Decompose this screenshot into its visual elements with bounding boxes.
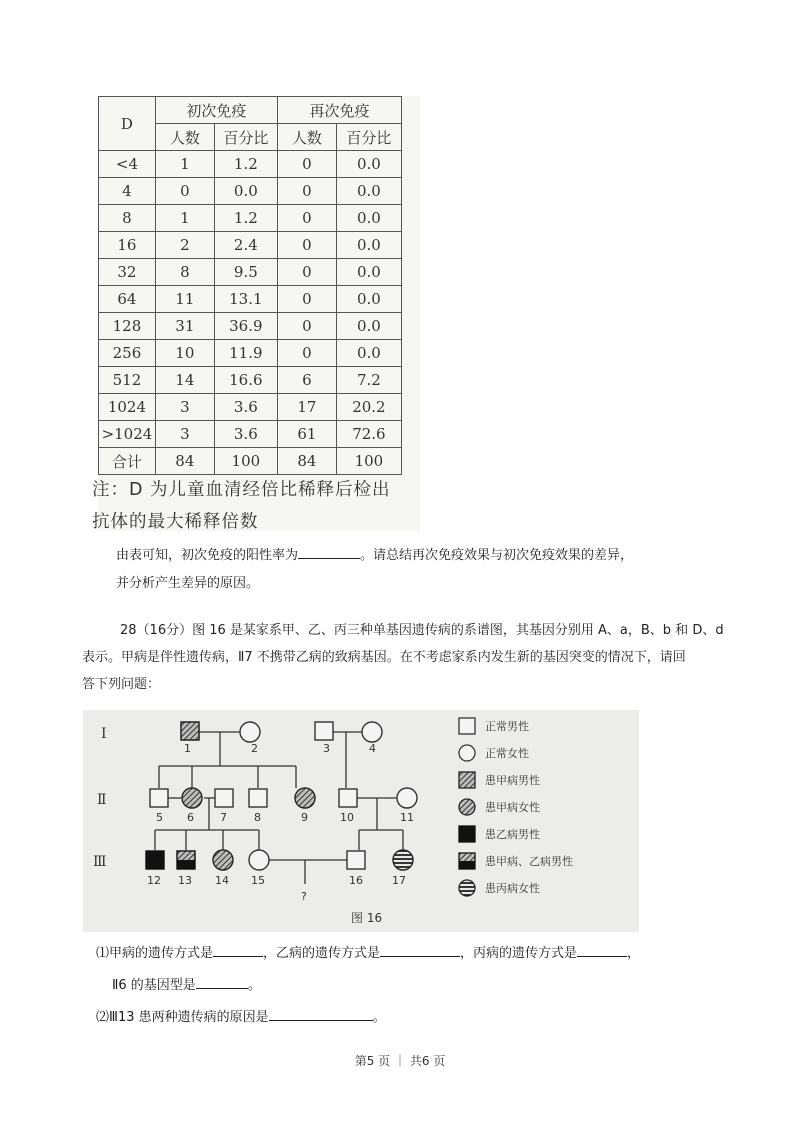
- cell-n2: 6: [277, 367, 336, 394]
- q1-text-a: ⑴甲病的遗传方式是: [96, 946, 214, 961]
- cell-p1: 100: [214, 448, 277, 475]
- cell-n2: 84: [277, 448, 336, 475]
- id-label: 9: [301, 811, 308, 824]
- cell-p2: 0.0: [336, 232, 401, 259]
- cell-p1: 36.9: [214, 313, 277, 340]
- id-label: 15: [251, 874, 265, 887]
- cell-n2: 0: [277, 313, 336, 340]
- id-label: 12: [147, 874, 161, 887]
- cell-n2: 0: [277, 232, 336, 259]
- cell-n1: 11: [155, 286, 214, 313]
- legend-disease-b-male-symbol: [459, 826, 475, 842]
- individual-II6: [182, 788, 202, 808]
- q27-line2: 并分析产生差异的原因。: [116, 576, 260, 591]
- individual-III13-bottom: [177, 860, 195, 869]
- id-label: 3: [323, 742, 330, 755]
- legend-label: 患甲病、乙病男性: [485, 855, 573, 868]
- legend-disease-ab-male-bottom: [459, 861, 475, 869]
- q2-text-a: ⑵Ⅲ13 患两种遗传病的原因是: [96, 1010, 269, 1025]
- legend-disease-a-male-symbol: [459, 772, 475, 788]
- cell-p1: 11.9: [214, 340, 277, 367]
- cell-d: 8: [99, 205, 156, 232]
- legend-normal-female-symbol: [459, 745, 475, 761]
- cell-d: 合计: [99, 448, 156, 475]
- legend-label: 患丙病女性: [485, 882, 540, 895]
- cell-p1: 3.6: [214, 421, 277, 448]
- cell-d: 512: [99, 367, 156, 394]
- answer-blank-3[interactable]: [577, 942, 627, 957]
- individual-III14: [213, 850, 233, 870]
- cell-d: 32: [99, 259, 156, 286]
- cell-p1: 16.6: [214, 367, 277, 394]
- cell-n1: 1: [155, 151, 214, 178]
- individual-II7: [215, 789, 233, 807]
- cell-n1: 3: [155, 421, 214, 448]
- cell-n1: 0: [155, 178, 214, 205]
- cell-p1: 3.6: [214, 394, 277, 421]
- table-row: [99, 232, 402, 259]
- question-1-line1: [96, 942, 640, 961]
- individual-II8: [249, 789, 267, 807]
- table-row: [99, 178, 402, 205]
- legend-label: 患甲病女性: [485, 801, 540, 814]
- table-total-row: [99, 448, 402, 475]
- cell-n1: 8: [155, 259, 214, 286]
- cell-d: 4: [99, 178, 156, 205]
- table-row: [99, 313, 402, 340]
- cell-d: 64: [99, 286, 156, 313]
- q1-text-b: ，乙病的遗传方式是: [263, 946, 381, 961]
- answer-blank[interactable]: [298, 544, 360, 559]
- legend-label: 正常女性: [485, 747, 529, 760]
- id-label: 2: [251, 742, 258, 755]
- cell-d: <4: [99, 151, 156, 178]
- answer-blank-1[interactable]: [213, 942, 263, 957]
- q1-text-c: ，丙病的遗传方式是: [460, 946, 578, 961]
- cell-d: >1024: [99, 421, 156, 448]
- pedigree-svg: [83, 710, 639, 932]
- legend-disease-ab-male-top: [459, 853, 475, 861]
- cell-n1: 31: [155, 313, 214, 340]
- subheader-count-2: 人数: [277, 124, 336, 151]
- table-row: [99, 205, 402, 232]
- table-note: [92, 474, 422, 538]
- cell-p1: 13.1: [214, 286, 277, 313]
- individual-I3: [315, 722, 333, 740]
- id-label: 17: [392, 874, 406, 887]
- individual-III17: [393, 850, 413, 870]
- legend-label: 患乙病男性: [485, 828, 540, 841]
- table-row: [99, 259, 402, 286]
- id-label: 1: [184, 742, 191, 755]
- cell-p2: 0.0: [336, 313, 401, 340]
- answer-blank-4[interactable]: [196, 974, 248, 989]
- cell-p1: 2.4: [214, 232, 277, 259]
- table-row: [99, 286, 402, 313]
- individual-I4: [362, 722, 382, 742]
- cell-n1: 3: [155, 394, 214, 421]
- q2-text-b: 。: [372, 1010, 386, 1025]
- cell-n2: 0: [277, 259, 336, 286]
- answer-blank-5[interactable]: [269, 1006, 373, 1021]
- cell-n2: 0: [277, 178, 336, 205]
- question-1-line2: [112, 974, 261, 993]
- cell-p1: 1.2: [214, 205, 277, 232]
- header-d: D: [99, 97, 156, 151]
- id-label: 5: [156, 811, 163, 824]
- id-label: 6: [187, 811, 194, 824]
- q1-text-d: ，: [627, 946, 641, 961]
- subheader-pct-2: 百分比: [336, 124, 401, 151]
- cell-d: 1024: [99, 394, 156, 421]
- table-row: [99, 367, 402, 394]
- cell-p2: 0.0: [336, 286, 401, 313]
- subheader-pct-1: 百分比: [214, 124, 277, 151]
- cell-p2: 0.0: [336, 259, 401, 286]
- q28-stem: [82, 617, 776, 698]
- table-row: [99, 151, 402, 178]
- cell-p2: 100: [336, 448, 401, 475]
- legend-label: 患甲病男性: [485, 774, 540, 787]
- id-label: 4: [369, 742, 376, 755]
- cell-n1: 1: [155, 205, 214, 232]
- cell-p2: 0.0: [336, 205, 401, 232]
- individual-III13-top: [177, 851, 195, 860]
- id-label: 10: [340, 811, 354, 824]
- cell-d: 128: [99, 313, 156, 340]
- cell-p2: 0.0: [336, 340, 401, 367]
- antibody-table: [98, 96, 402, 475]
- id-label: 13: [178, 874, 192, 887]
- table-row: [99, 421, 402, 448]
- id-label-unknown: ?: [301, 890, 307, 903]
- individual-II10: [339, 789, 357, 807]
- page-footer: 第5 页 ｜ 共6 页: [354, 1054, 446, 1068]
- cell-n1: 2: [155, 232, 214, 259]
- cell-n1: 84: [155, 448, 214, 475]
- figure-caption: 图 16: [351, 911, 383, 925]
- individual-III16: [347, 851, 365, 869]
- legend-disease-c-female-symbol: [459, 880, 475, 896]
- cell-n2: 61: [277, 421, 336, 448]
- cell-n2: 0: [277, 151, 336, 178]
- cell-n2: 0: [277, 205, 336, 232]
- cell-d: 256: [99, 340, 156, 367]
- individual-I1: [181, 722, 199, 740]
- q28-line1: 28（16分）图 16 是某家系甲、乙、丙三种单基因遗传病的系谱图，其基因分别用 A、a，B、b 和 D、d: [120, 623, 724, 638]
- individual-II11: [397, 788, 417, 808]
- question-2-line1: [96, 1006, 386, 1025]
- individual-II9: [295, 788, 315, 808]
- subheader-count-1: 人数: [155, 124, 214, 151]
- individual-II5: [150, 789, 168, 807]
- table-row: [99, 340, 402, 367]
- q27-text-b: 。请总结再次免疫效果与初次免疫效果的差异，: [360, 548, 634, 563]
- q1-line2-text-b: 。: [247, 978, 261, 993]
- cell-p2: 72.6: [336, 421, 401, 448]
- legend-label: 正常男性: [485, 720, 529, 733]
- table-row: [99, 394, 402, 421]
- gen-label-III: Ⅲ: [93, 854, 107, 870]
- antibody-table-scan: [92, 96, 420, 532]
- legend-disease-a-female-symbol: [459, 799, 475, 815]
- cell-n2: 17: [277, 394, 336, 421]
- header-first-immunization: 初次免疫: [155, 97, 277, 124]
- cell-n2: 0: [277, 286, 336, 313]
- gen-label-I: Ⅰ: [101, 726, 107, 742]
- cell-p2: 20.2: [336, 394, 401, 421]
- header-second-immunization: 再次免疫: [277, 97, 401, 124]
- id-label: 8: [254, 811, 261, 824]
- gen-label-II: Ⅱ: [97, 792, 107, 808]
- q27-line1: [116, 544, 633, 566]
- q28-line2: 表示。甲病是伴性遗传病，Ⅱ7 不携带乙病的致病基因。在不考虑家系内发生新的基因突变的情况下，请回: [82, 650, 686, 665]
- cell-p1: 9.5: [214, 259, 277, 286]
- individual-III15: [249, 850, 269, 870]
- q27-text-a: 由表可知，初次免疫的阳性率为: [116, 548, 299, 563]
- id-label: 7: [220, 811, 227, 824]
- cell-p1: 1.2: [214, 151, 277, 178]
- table-note-line1: 注：D 为儿童血清经倍比稀释后检出: [92, 480, 391, 500]
- q1-line2-text-a: Ⅱ6 的基因型是: [112, 978, 196, 993]
- cell-p1: 0.0: [214, 178, 277, 205]
- id-label: 11: [400, 811, 414, 824]
- individual-I2: [240, 722, 260, 742]
- cell-n2: 0: [277, 340, 336, 367]
- cell-p2: 7.2: [336, 367, 401, 394]
- table-note-line2: 抗体的最大稀释倍数: [92, 512, 259, 532]
- individual-III12: [146, 851, 164, 869]
- cell-p2: 0.0: [336, 151, 401, 178]
- pedigree-figure: [83, 710, 639, 932]
- table-header-row: [99, 97, 402, 124]
- cell-d: 16: [99, 232, 156, 259]
- id-label: 14: [215, 874, 229, 887]
- cell-n1: 10: [155, 340, 214, 367]
- answer-blank-2[interactable]: [380, 942, 460, 957]
- cell-p2: 0.0: [336, 178, 401, 205]
- q28-line3: 答下列问题：: [82, 677, 161, 692]
- legend-normal-male-symbol: [459, 718, 475, 734]
- cell-n1: 14: [155, 367, 214, 394]
- id-label: 16: [349, 874, 363, 887]
